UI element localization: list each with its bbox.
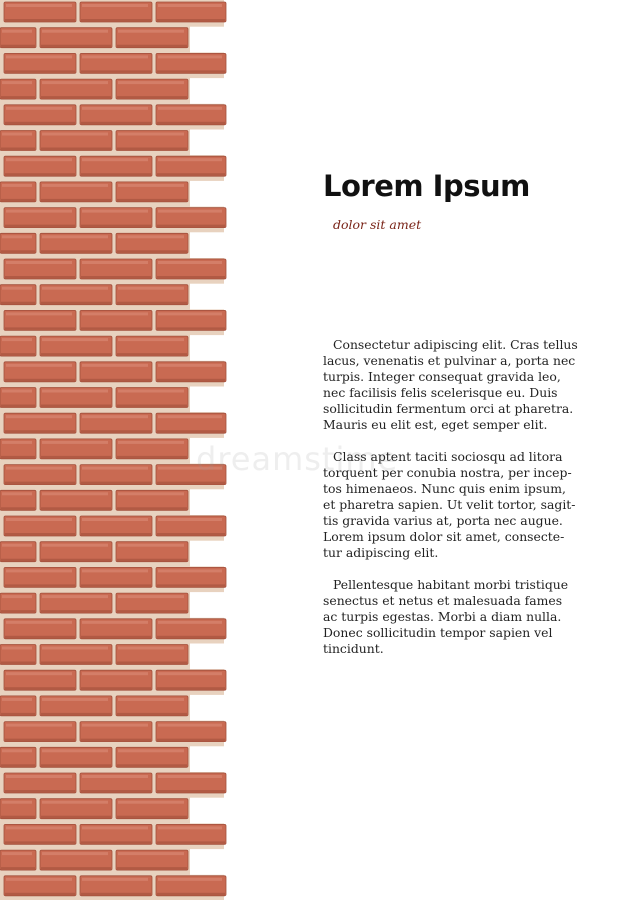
brick — [116, 593, 188, 613]
brick — [0, 439, 36, 459]
brick — [116, 490, 188, 510]
brick — [116, 850, 188, 870]
brick — [0, 79, 36, 99]
brick — [156, 824, 226, 844]
brick — [4, 876, 76, 896]
brick — [80, 619, 152, 639]
brick — [4, 773, 76, 793]
wall-edge — [190, 592, 232, 618]
watermark-text: dreamstime — [196, 440, 399, 478]
brick — [156, 2, 226, 22]
brick — [4, 156, 76, 176]
brick — [116, 645, 188, 665]
paragraph-2 — [323, 449, 576, 561]
brick — [40, 79, 112, 99]
brick — [116, 542, 188, 562]
brick — [80, 259, 152, 279]
brick — [0, 182, 36, 202]
wall-edge — [190, 695, 232, 721]
brick — [4, 208, 76, 228]
wall-edge — [190, 489, 232, 515]
brick — [156, 413, 226, 433]
wall-edge — [190, 78, 232, 104]
text-line: tos himenaeos. Nunc quis enim ipsum, — [323, 481, 566, 496]
brick — [4, 567, 76, 587]
text-line: senectus et netus et malesuada fames — [323, 593, 563, 608]
brick — [156, 876, 226, 896]
text-line: tincidunt. — [323, 641, 384, 656]
brick — [116, 131, 188, 151]
wall-edge — [190, 27, 232, 53]
brick — [0, 542, 36, 562]
text-line: turpis. Integer consequat gravida leo, — [323, 369, 561, 384]
brick — [80, 670, 152, 690]
brick — [40, 850, 112, 870]
brick — [116, 388, 188, 408]
text-line: torquent per conubia nostra, per incep- — [323, 465, 572, 480]
brick — [156, 259, 226, 279]
brick — [4, 413, 76, 433]
brick — [116, 182, 188, 202]
brick — [40, 490, 112, 510]
text-line: Lorem ipsum dolor sit amet, consecte- — [323, 529, 565, 544]
page-subtitle: dolor sit amet — [333, 217, 422, 232]
brick — [0, 131, 36, 151]
brick — [40, 696, 112, 716]
brick — [80, 567, 152, 587]
brick — [156, 567, 226, 587]
brick — [40, 439, 112, 459]
brick — [156, 310, 226, 330]
text-line: Donec sollicitudin tempor sapien vel — [323, 625, 553, 640]
brick — [0, 696, 36, 716]
brick — [40, 799, 112, 819]
brick — [80, 876, 152, 896]
wall-edge — [190, 438, 232, 464]
brick — [40, 285, 112, 305]
brick — [4, 259, 76, 279]
text-line: et pharetra sapien. Ut velit tortor, sagit- — [323, 497, 576, 512]
brick — [0, 593, 36, 613]
wall-edge — [190, 335, 232, 361]
wall-edge — [190, 232, 232, 258]
brick — [0, 799, 36, 819]
brick — [80, 773, 152, 793]
brick — [4, 53, 76, 73]
brick-wall-illustration — [0, 0, 232, 900]
brick — [156, 516, 226, 536]
page-title: Lorem Ipsum — [323, 169, 530, 203]
brick — [40, 747, 112, 767]
text-line: ac turpis egestas. Morbi a diam nulla. — [323, 609, 562, 624]
brick — [116, 696, 188, 716]
brick — [40, 131, 112, 151]
body-text — [323, 337, 578, 657]
brick — [40, 233, 112, 253]
wall-edge — [190, 130, 232, 156]
page-content — [323, 168, 578, 673]
brick — [0, 490, 36, 510]
brick — [80, 722, 152, 742]
brick — [0, 388, 36, 408]
brick — [4, 362, 76, 382]
brick — [116, 233, 188, 253]
brick — [4, 310, 76, 330]
text-line: lacus, venenatis et pulvinar a, porta nec — [323, 353, 576, 368]
brick — [80, 53, 152, 73]
brick — [4, 722, 76, 742]
brick — [80, 824, 152, 844]
paragraph-1 — [323, 337, 578, 433]
brick — [0, 747, 36, 767]
brick — [116, 799, 188, 819]
brick — [0, 233, 36, 253]
brick — [156, 53, 226, 73]
brick — [80, 105, 152, 125]
text-line: Class aptent taciti sociosqu ad litora — [333, 449, 563, 464]
text-line: tis gravida varius at, porta nec augue. — [323, 513, 563, 528]
brick — [0, 336, 36, 356]
brick — [156, 208, 226, 228]
brick — [80, 362, 152, 382]
brick — [80, 2, 152, 22]
brick — [4, 516, 76, 536]
brick — [116, 28, 188, 48]
wall-edge — [190, 746, 232, 772]
brick — [40, 28, 112, 48]
brick — [40, 645, 112, 665]
brick — [4, 465, 76, 485]
brick — [80, 465, 152, 485]
brick — [80, 310, 152, 330]
brick — [0, 28, 36, 48]
brick — [156, 773, 226, 793]
brick — [156, 105, 226, 125]
brick — [156, 362, 226, 382]
wall-edge — [190, 849, 232, 875]
wall-edge — [190, 798, 232, 824]
paragraph-3 — [323, 577, 568, 657]
brick — [40, 388, 112, 408]
text-line: Mauris eu elit est, eget semper elit. — [323, 417, 548, 432]
brick — [156, 619, 226, 639]
brick — [0, 850, 36, 870]
brick — [156, 670, 226, 690]
text-line: tur adipiscing elit. — [323, 545, 439, 560]
brick — [116, 79, 188, 99]
wall-edge — [190, 541, 232, 567]
text-line: Consectetur adipiscing elit. Cras tellus — [333, 337, 578, 352]
brick — [116, 747, 188, 767]
text-line: nec facilisis felis scelerisque eu. Duis — [323, 385, 558, 400]
brick — [0, 285, 36, 305]
brick — [80, 156, 152, 176]
brick — [156, 465, 226, 485]
brick — [40, 336, 112, 356]
brick — [80, 208, 152, 228]
brick — [4, 824, 76, 844]
brick — [80, 413, 152, 433]
text-line: Pellentesque habitant morbi tristique — [333, 577, 569, 592]
wall-edge — [190, 644, 232, 670]
brick — [4, 2, 76, 22]
wall-edge — [190, 387, 232, 413]
brick — [0, 645, 36, 665]
brick — [40, 593, 112, 613]
brick — [116, 439, 188, 459]
wall-edge — [190, 181, 232, 207]
brick — [156, 156, 226, 176]
brick — [116, 285, 188, 305]
brick — [4, 619, 76, 639]
brick — [156, 722, 226, 742]
brick — [80, 516, 152, 536]
brick — [40, 182, 112, 202]
brick — [116, 336, 188, 356]
text-line: sollicitudin fermentum orci at pharetra. — [323, 401, 574, 416]
brick — [4, 670, 76, 690]
brick — [4, 105, 76, 125]
brick — [40, 542, 112, 562]
wall-edge — [190, 284, 232, 310]
